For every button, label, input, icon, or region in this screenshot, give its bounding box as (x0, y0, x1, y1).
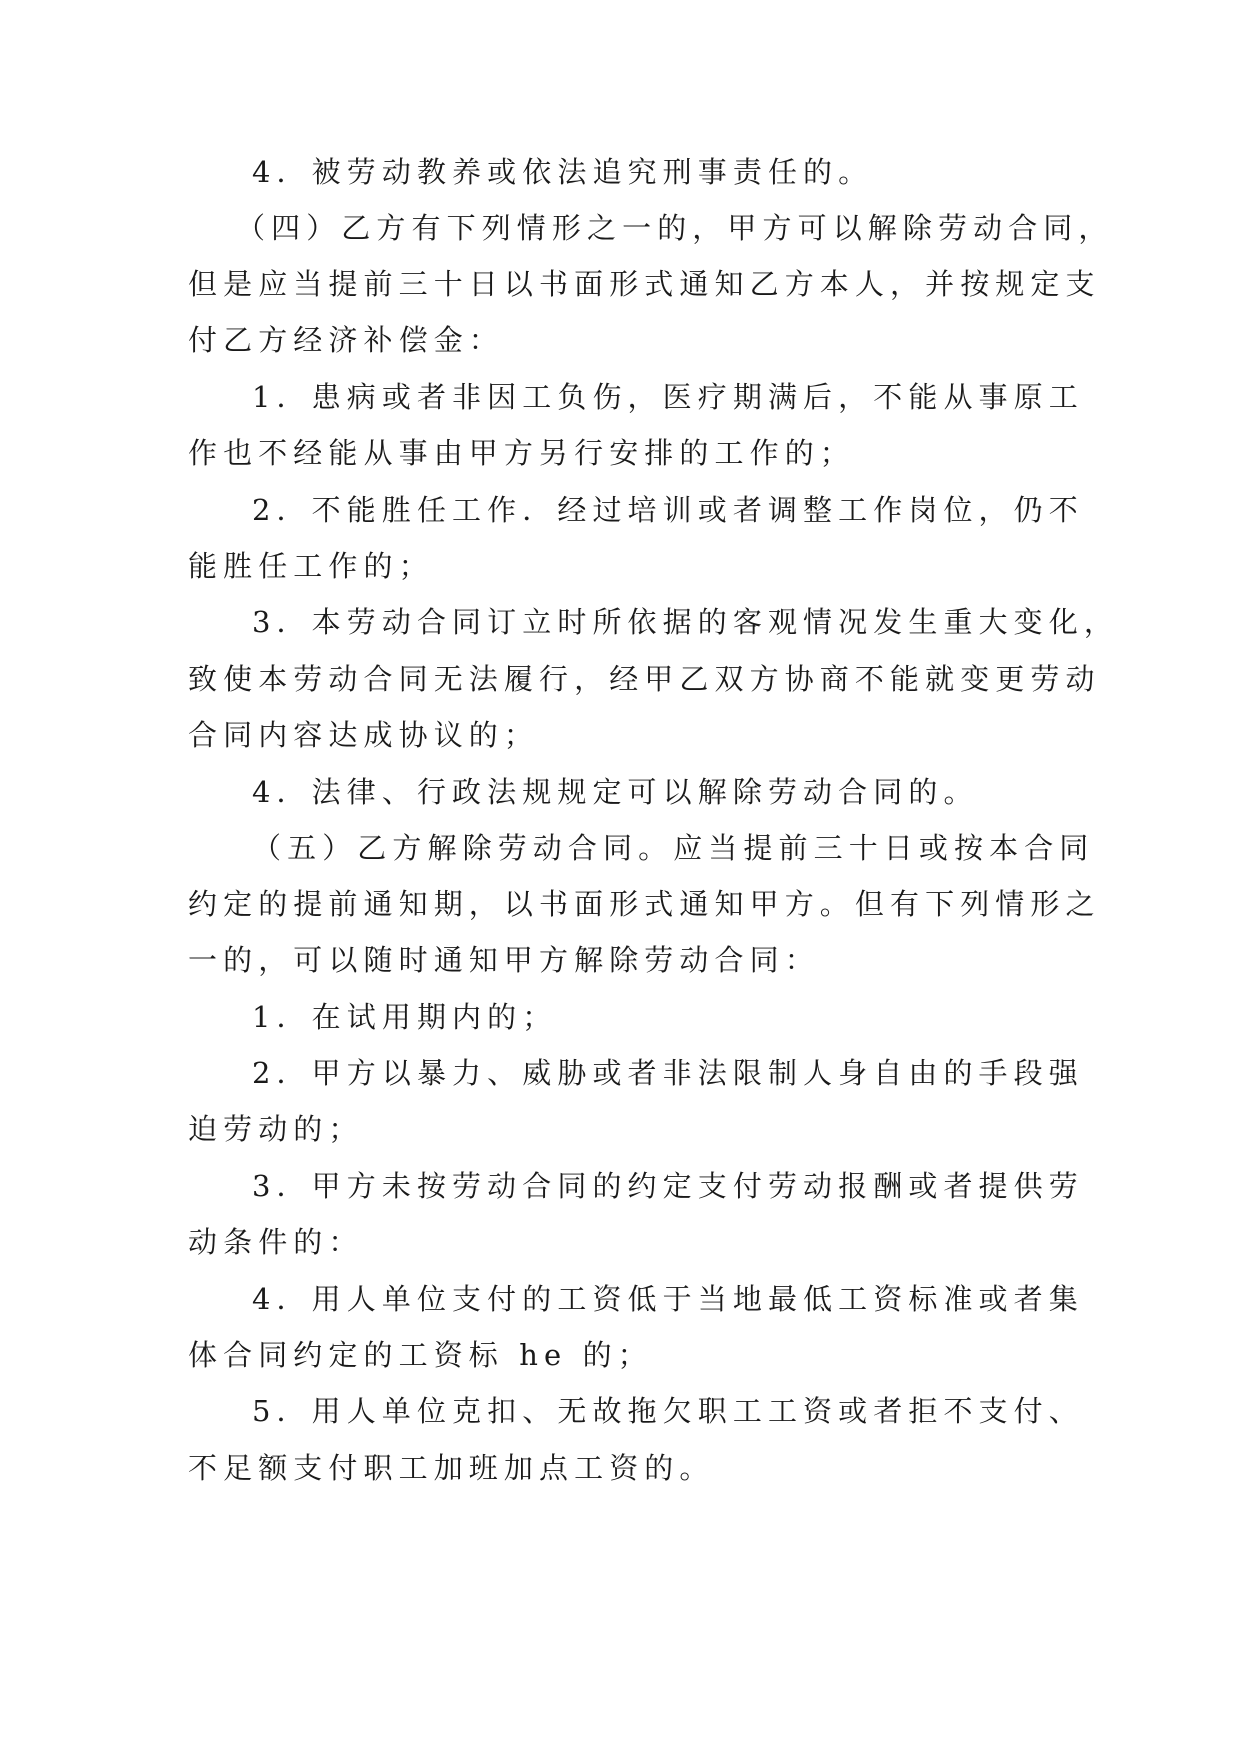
text-line: 作也不经能从事由甲方另行安排的工作的； (188, 436, 855, 470)
text-line: 4．被劳动教养或依法追究刑事责任的。 (252, 155, 874, 189)
text-line: 4．法律、行政法规规定可以解除劳动合同的。 (252, 775, 979, 809)
text-line: 不足额支付职工加班加点工资的。 (188, 1451, 715, 1485)
text-line: （五）乙方解除劳动合同。应当提前三十日或按本合同 (252, 831, 1095, 865)
text-line: 合同内容达成协议的； (188, 718, 540, 752)
text-line: 2．不能胜任工作．经过培训或者调整工作岗位，仍不 (252, 493, 1084, 527)
text-line: 迫劳动的； (188, 1112, 364, 1146)
text-line: 5．用人单位克扣、无故拖欠职工工资或者拒不支付、 (252, 1394, 1084, 1428)
text-line: （四）乙方有下列情形之一的，甲方可以解除劳动合同， (236, 211, 1114, 245)
text-line: 约定的提前通知期，以书面形式通知甲方。但有下列情形之 (188, 887, 1101, 921)
text-line: 动条件的： (188, 1225, 364, 1259)
text-line: 体合同约定的工资标 he 的； (188, 1338, 653, 1372)
text-line: 1．在试用期内的； (252, 1000, 558, 1034)
text-line: 1．患病或者非因工负伤，医疗期满后，不能从事原工 (252, 380, 1084, 414)
text-line: 2．甲方以暴力、威胁或者非法限制人身自由的手段强 (252, 1056, 1084, 1090)
text-line: 4．用人单位支付的工资低于当地最低工资标准或者集 (252, 1282, 1084, 1316)
text-line: 致使本劳动合同无法履行，经甲乙双方协商不能就变更劳动 (188, 662, 1101, 696)
text-line: 付乙方经济补偿金： (188, 323, 504, 357)
text-line: 3．本劳动合同订立时所依据的客观情况发生重大变化， (252, 605, 1119, 639)
text-line: 3．甲方未按劳动合同的约定支付劳动报酬或者提供劳 (252, 1169, 1084, 1203)
text-line: 能胜任工作的； (188, 549, 434, 583)
text-line: 一的，可以随时通知甲方解除劳动合同： (188, 943, 820, 977)
text-line: 但是应当提前三十日以书面形式通知乙方本人，并按规定支 (188, 267, 1101, 301)
